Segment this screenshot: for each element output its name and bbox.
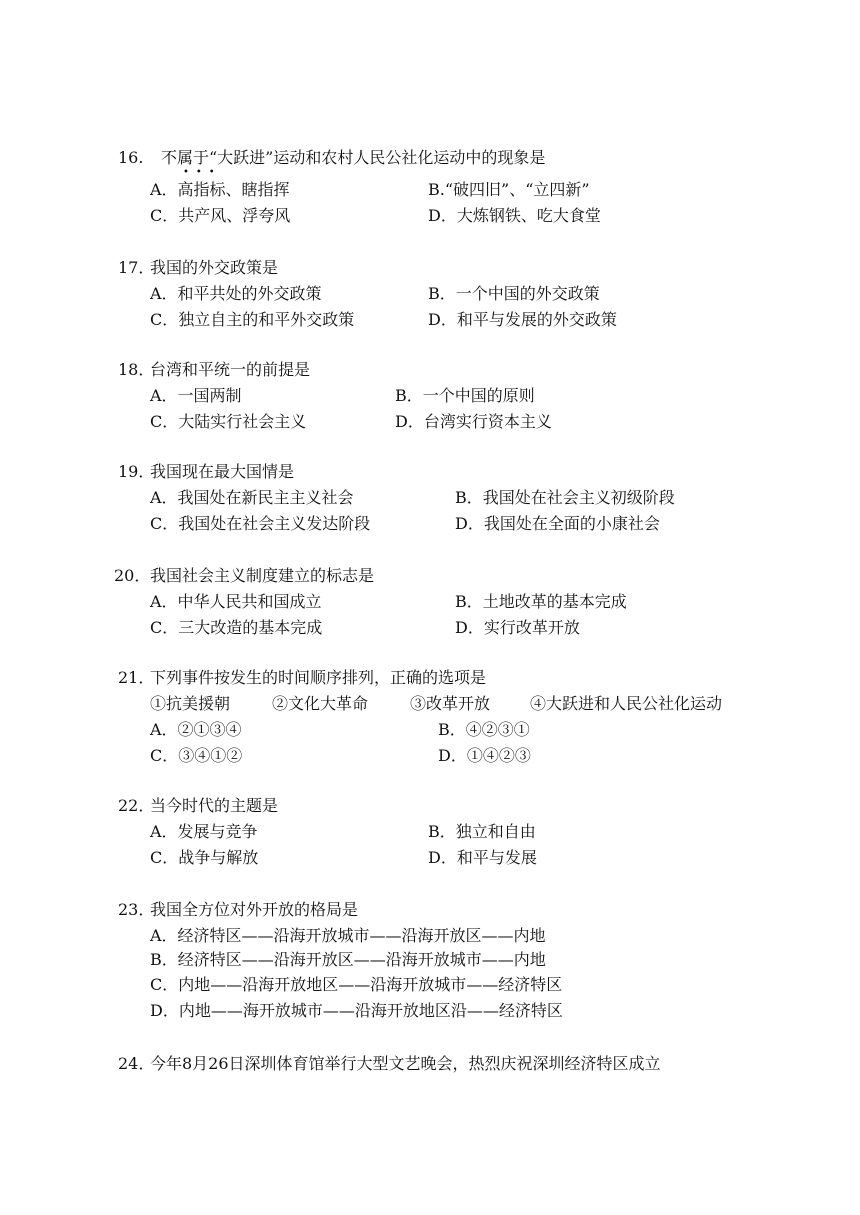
option-b: B．经济特区——沿海开放区——沿海开放城市——内地 bbox=[150, 950, 546, 969]
option-a: A．和平共处的外交政策 bbox=[150, 284, 322, 303]
option-c: C．③④①② bbox=[150, 746, 243, 765]
option-c: C．内地——沿海开放地区——沿海开放城市——经济特区 bbox=[150, 975, 563, 994]
option-b: B.“破四旧”、“立四新” bbox=[428, 180, 590, 199]
option-d: D．台湾实行资本主义 bbox=[395, 412, 552, 431]
question-number: 20． bbox=[114, 566, 151, 585]
option-c: C．战争与解放 bbox=[150, 848, 259, 867]
question-stem: 不属于“大跃进”运动和农村人民公社化运动中的现象是 bbox=[161, 148, 546, 167]
option-a: A．②①③④ bbox=[150, 720, 242, 739]
question-number: 22． bbox=[118, 796, 155, 815]
question-stem: 我国全方位对外开放的格局是 bbox=[150, 900, 359, 919]
option-a: A．一国两制 bbox=[150, 386, 242, 405]
question-stem: 今年8月26日深圳体育馆举行大型文艺晚会，热烈庆祝深圳经济特区成立 bbox=[150, 1054, 661, 1073]
question-number: 21． bbox=[118, 668, 155, 687]
option-c: C．三大改造的基本完成 bbox=[150, 618, 323, 637]
option-b: B．土地改革的基本完成 bbox=[455, 592, 627, 611]
question-number: 23． bbox=[118, 900, 155, 919]
option-b: B．一个中国的外交政策 bbox=[428, 284, 600, 303]
option-d: D．①④②③ bbox=[438, 746, 531, 765]
question-stem: 我国的外交政策是 bbox=[150, 258, 279, 277]
question-number: 19． bbox=[118, 462, 155, 481]
option-a: A．发展与竞争 bbox=[150, 822, 258, 841]
question-number: 18． bbox=[118, 360, 155, 379]
option-b: B．④②③① bbox=[438, 720, 530, 739]
option-a: A．我国处在新民主主义社会 bbox=[150, 488, 354, 507]
option-d: D．实行改革开放 bbox=[455, 618, 580, 637]
option-b: B．独立和自由 bbox=[428, 822, 536, 841]
question-stem: 台湾和平统一的前提是 bbox=[150, 360, 311, 379]
question-stem: 我国现在最大国情是 bbox=[150, 462, 295, 481]
option-c: C．我国处在社会主义发达阶段 bbox=[150, 514, 371, 533]
question-number: 16. bbox=[118, 148, 144, 167]
option-d: D．和平与发展的外交政策 bbox=[428, 310, 617, 329]
question-stem: 当今时代的主题是 bbox=[150, 796, 279, 815]
option-a: A．高指标、瞎指挥 bbox=[150, 180, 290, 199]
event-item: ①抗美援朝 bbox=[150, 694, 231, 713]
event-item: ②文化大革命 bbox=[272, 694, 369, 713]
option-a: A．中华人民共和国成立 bbox=[150, 592, 322, 611]
question-number: 17． bbox=[118, 258, 155, 277]
question-stem: 下列事件按发生的时间顺序排列，正确的选项是 bbox=[150, 668, 487, 687]
option-a: A．经济特区——沿海开放城市——沿海开放区——内地 bbox=[150, 926, 546, 945]
option-c: C．独立自主的和平外交政策 bbox=[150, 310, 355, 329]
event-item: ④大跃进和人民公社化运动 bbox=[530, 694, 723, 713]
event-item: ③改革开放 bbox=[410, 694, 491, 713]
option-d: D．大炼钢铁、吃大食堂 bbox=[428, 206, 601, 225]
option-c: C．共产风、浮夸风 bbox=[150, 206, 291, 225]
question-stem: 我国社会主义制度建立的标志是 bbox=[150, 566, 375, 585]
option-c: C．大陆实行社会主义 bbox=[150, 412, 307, 431]
option-d: D．和平与发展 bbox=[428, 848, 537, 867]
option-b: B．我国处在社会主义初级阶段 bbox=[455, 488, 675, 507]
option-d: D．我国处在全面的小康社会 bbox=[455, 514, 660, 533]
question-number: 24． bbox=[118, 1054, 155, 1073]
option-d: D．内地——海开放城市——沿海开放地区沿——经济特区 bbox=[150, 1001, 563, 1020]
emphasis-dots: ••• bbox=[183, 167, 222, 178]
option-b: B．一个中国的原则 bbox=[395, 386, 535, 405]
